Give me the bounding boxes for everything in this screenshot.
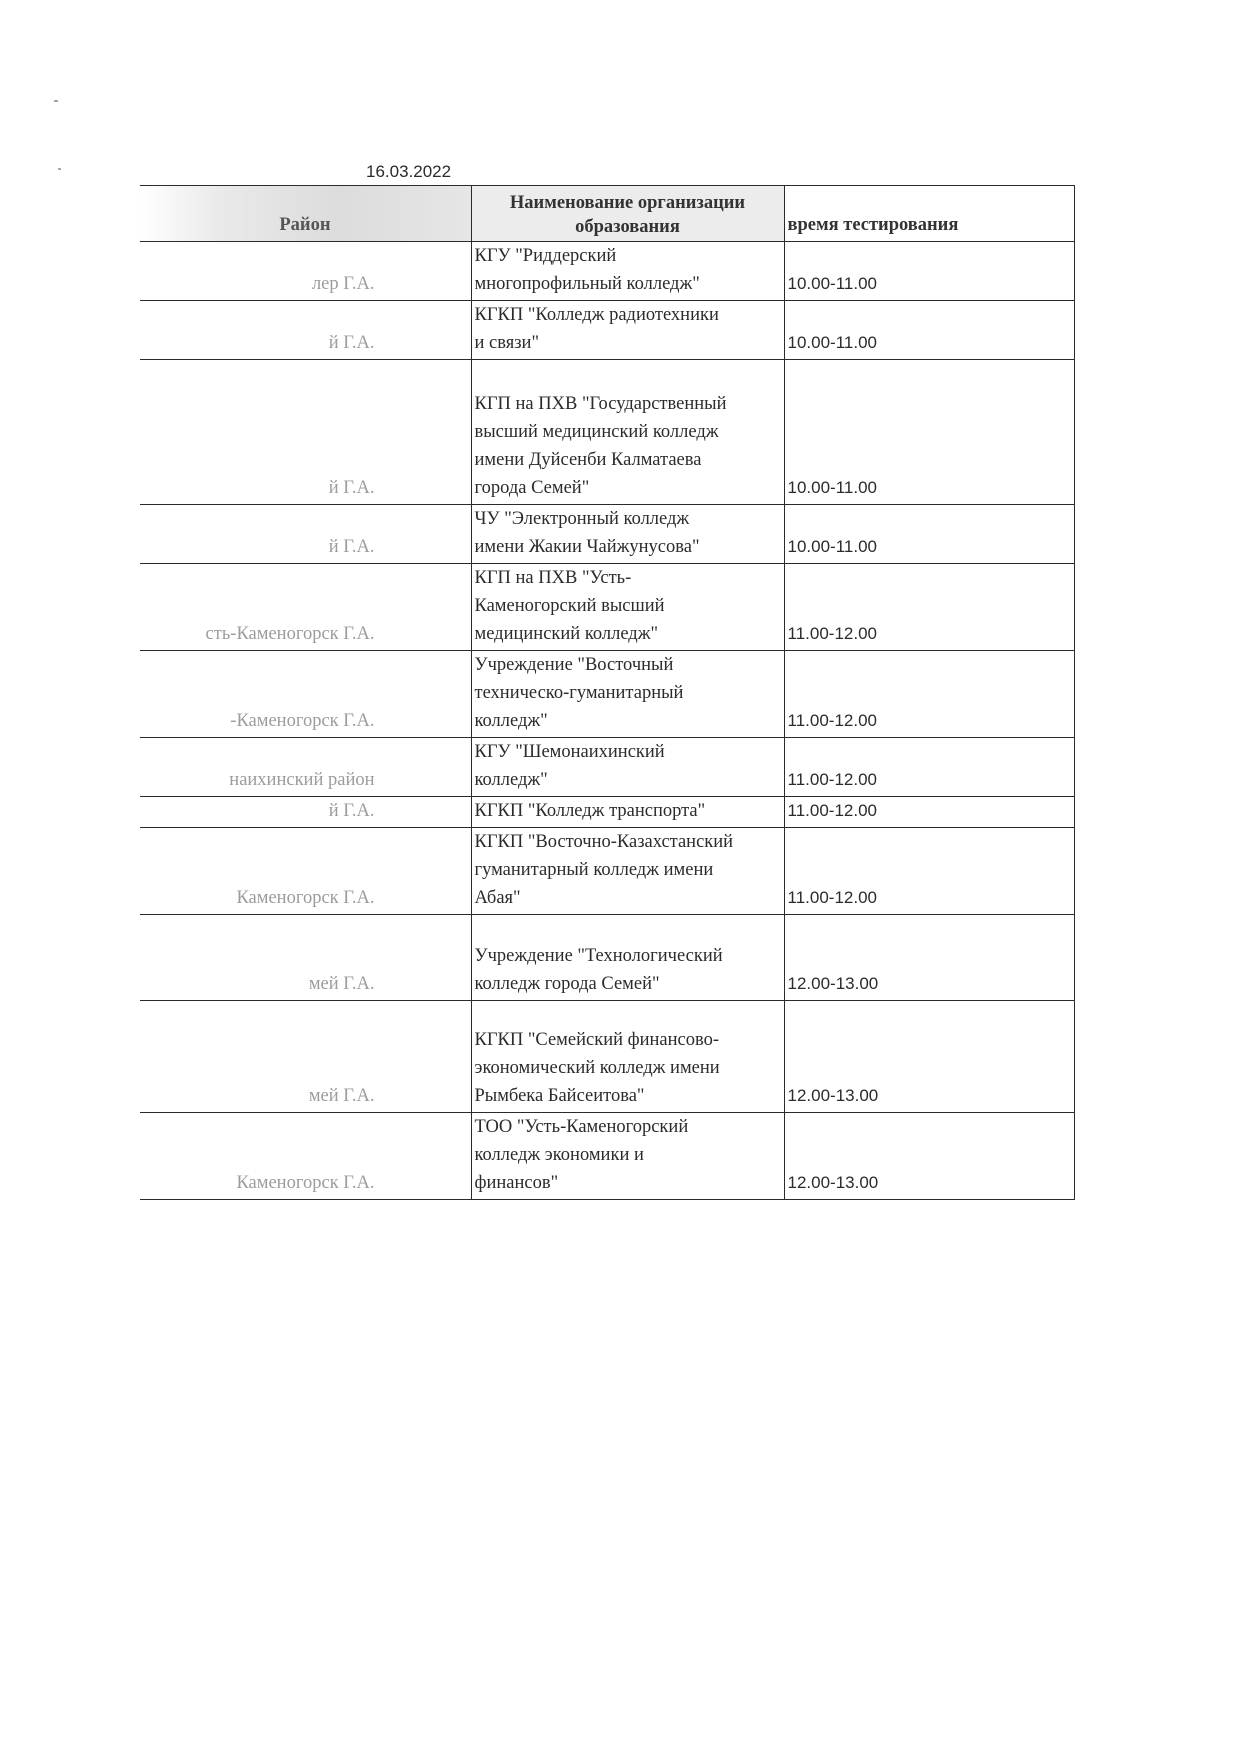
organization-cell: КГКП "Колледж радиотехники и связи" (471, 301, 784, 360)
district-cell: наихинский район (140, 738, 471, 797)
document-date: 16.03.2022 (366, 162, 452, 181)
organization-cell: КГП на ПХВ "Государственный высший медицинский колледж имени Дуйсенби Калматаева города Семей" (471, 360, 784, 505)
testing-time-cell: 11.00-12.00 (784, 564, 1074, 651)
district-cell: й Г.А. (140, 505, 471, 564)
testing-time-cell: 12.00-13.00 (784, 1001, 1074, 1113)
table-row (140, 1001, 1074, 1113)
table-row (140, 797, 1074, 828)
organization-cell: КГУ "Шемонаихинский колледж" (471, 738, 784, 797)
organization-cell: КГП на ПХВ "Усть- Каменогорский высший медицинский колледж" (471, 564, 784, 651)
organization-cell: КГКП "Восточно-Казахстанский гуманитарный колледж имени Абая" (471, 828, 784, 915)
scan-speck (58, 168, 61, 170)
table-row (140, 564, 1074, 651)
table-row (140, 242, 1074, 301)
organization-cell: КГКП "Колледж транспорта" (471, 797, 784, 828)
table-header-row (140, 186, 1074, 242)
testing-time-cell: 11.00-12.00 (784, 828, 1074, 915)
district-cell: Каменогорск Г.А. (140, 828, 471, 915)
testing-time-cell: 12.00-13.00 (784, 915, 1074, 1001)
organization-cell: КГКП "Семейский финансово- экономический колледж имени Рымбека Байсеитова" (471, 1001, 784, 1113)
district-cell: -Каменогорск Г.А. (140, 651, 471, 738)
testing-time-cell: 11.00-12.00 (784, 797, 1074, 828)
testing-schedule-table (140, 185, 1075, 1200)
organization-cell: ЧУ "Электронный колледж имени Жакии Чайжунусова" (471, 505, 784, 564)
table-row (140, 738, 1074, 797)
table-row (140, 505, 1074, 564)
district-cell: й Г.А. (140, 301, 471, 360)
table-row (140, 915, 1074, 1001)
district-cell: сть-Каменогорск Г.А. (140, 564, 471, 651)
district-cell: лер Г.А. (140, 242, 471, 301)
table-row (140, 828, 1074, 915)
district-cell: мей Г.А. (140, 915, 471, 1001)
testing-time-cell: 10.00-11.00 (784, 505, 1074, 564)
table-row (140, 1113, 1074, 1200)
organization-cell: КГУ "Риддерский многопрофильный колледж" (471, 242, 784, 301)
organization-cell: ТОО "Усть-Каменогорский колледж экономики и финансов" (471, 1113, 784, 1200)
organization-cell: Учреждение "Технологический колледж города Семей" (471, 915, 784, 1001)
testing-time-cell: 12.00-13.00 (784, 1113, 1074, 1200)
district-cell: й Г.А. (140, 360, 471, 505)
table-row (140, 360, 1074, 505)
testing-time-cell: 10.00-11.00 (784, 360, 1074, 505)
organization-cell: Учреждение "Восточный техническо-гуманитарный колледж" (471, 651, 784, 738)
scan-speck (54, 100, 58, 102)
district-cell: й Г.А. (140, 797, 471, 828)
testing-time-cell: 10.00-11.00 (784, 301, 1074, 360)
header-testing-time: время тестирования (784, 186, 1074, 242)
header-organization: Наименование организации образования (471, 186, 784, 242)
table-row (140, 651, 1074, 738)
district-cell: мей Г.А. (140, 1001, 471, 1113)
district-cell: Каменогорск Г.А. (140, 1113, 471, 1200)
header-district: Район (140, 186, 471, 242)
testing-time-cell: 11.00-12.00 (784, 651, 1074, 738)
table-row (140, 301, 1074, 360)
testing-time-cell: 11.00-12.00 (784, 738, 1074, 797)
testing-time-cell: 10.00-11.00 (784, 242, 1074, 301)
